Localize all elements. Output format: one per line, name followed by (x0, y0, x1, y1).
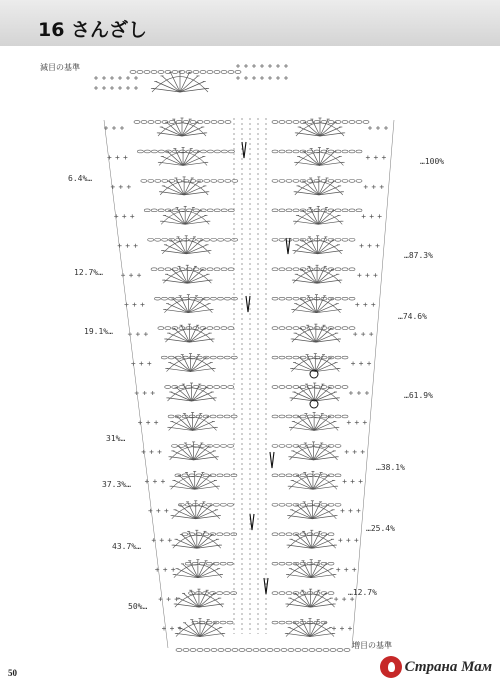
right-percent-label: …25.4% (366, 524, 395, 533)
left-percent-label: 12.7%… (74, 268, 103, 277)
decrease-reference-label: 減目の基準 (40, 63, 80, 72)
crochet-chart-body (104, 118, 394, 651)
right-percent-label: …61.9% (404, 391, 433, 400)
page-number: 50 (8, 668, 17, 678)
left-percent-label: 6.4%… (68, 174, 93, 183)
left-percent-label: 43.7%… (112, 542, 141, 551)
left-percent-label: 50%… (128, 602, 148, 611)
watermark-text: Страна Мам (404, 658, 492, 675)
left-percent-label: 37.3%… (102, 480, 131, 489)
watermark (380, 652, 492, 682)
left-percent-label: 31%… (106, 434, 126, 443)
right-percent-label: …100% (420, 157, 445, 166)
right-percent-label: …74.6% (398, 312, 427, 321)
left-percent-label: 19.1%… (84, 327, 113, 336)
increase-reference-label: 増目の基準 (352, 641, 392, 650)
right-percent-label: …87.3% (404, 251, 433, 260)
right-percent-label: …38.1% (376, 463, 405, 472)
watermark-logo-icon (380, 656, 402, 678)
right-percent-label: …12.7% (348, 588, 377, 597)
decrease-reference-row (94, 64, 288, 92)
page-title: 16 さんざし (38, 19, 148, 41)
